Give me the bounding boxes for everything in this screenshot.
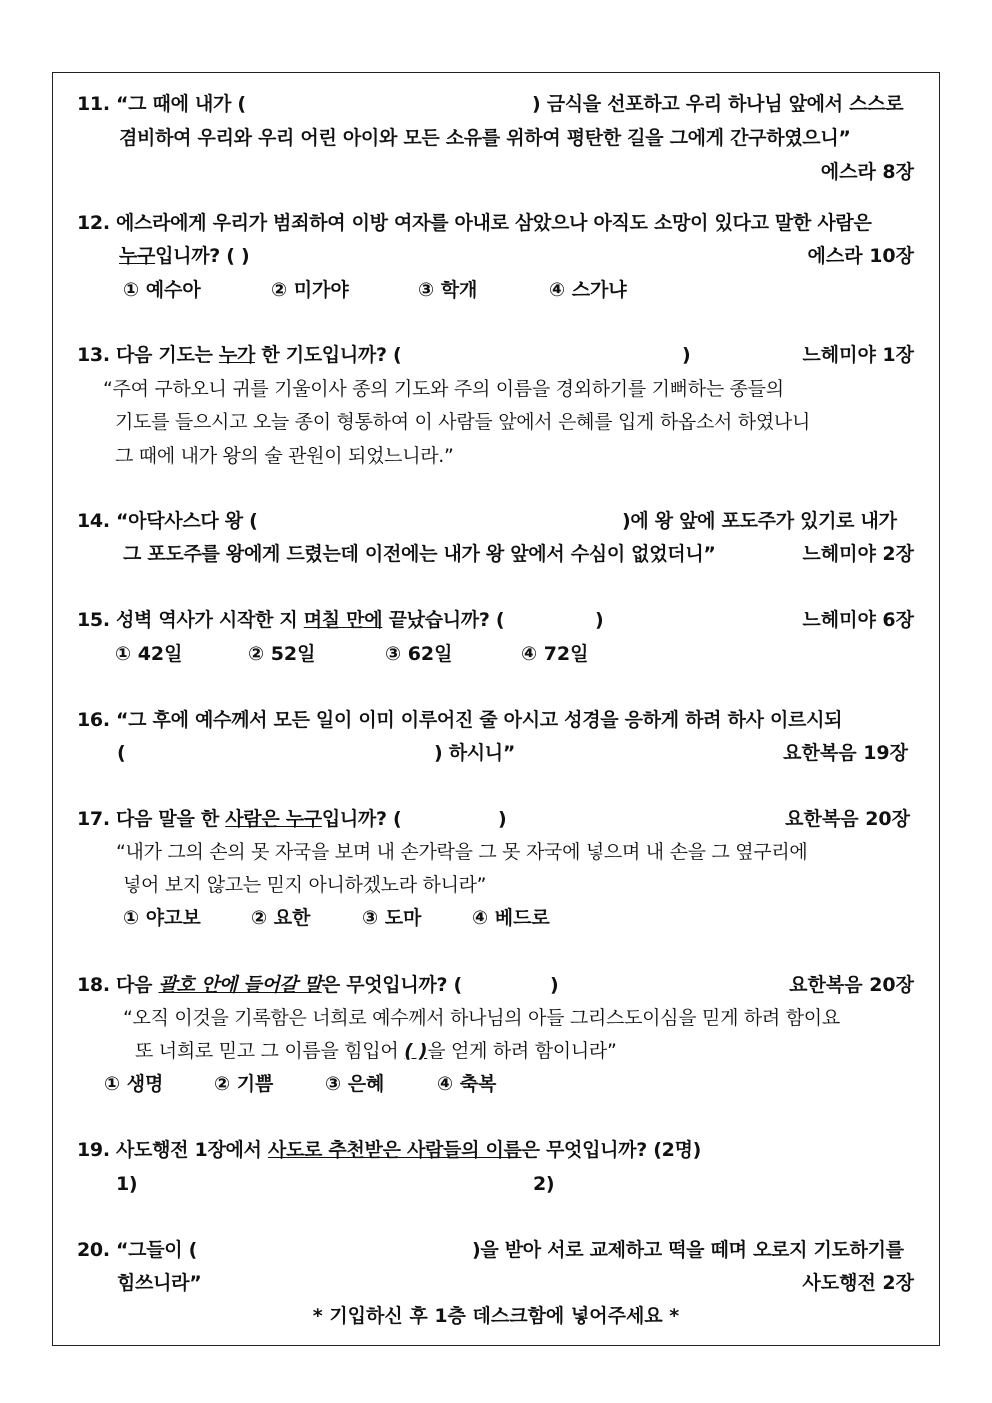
option-3[interactable]: ③ 도마 (362, 907, 422, 929)
option-2[interactable]: ② 미가야 (271, 279, 349, 301)
quote-line: “주여 구하오니 귀를 기울이사 종의 기도와 주의 이름을 경외하기를 기뻐하는 종들의 (103, 378, 784, 400)
option-3[interactable]: ③ 62일 (385, 643, 453, 665)
quote-text: 또 너희로 믿고 그 이름을 힘입어 (135, 1040, 405, 1062)
question-number: 17. (77, 808, 110, 830)
scripture-reference: 느헤미야 6장 (802, 609, 914, 631)
question-text: 은 무엇입니까? ( (321, 974, 462, 996)
scripture-reference: 느헤미야 1장 (802, 344, 914, 366)
question-text: 에스라에게 우리가 범죄하여 이방 여자를 아내로 삼았으나 아직도 소망이 있다고 말한 사람은 (116, 212, 872, 234)
underlined-keyword: 누구 (119, 245, 156, 267)
question-text: 사도행전 1장에서 (116, 1139, 268, 1161)
question-text: “그들이 ( (116, 1239, 198, 1261)
scripture-reference: 에스라 10장 (807, 245, 914, 267)
question-text: )에 왕 앞에 포도주가 있기로 내가 (622, 510, 897, 532)
answer-blank-open[interactable]: ( (117, 742, 126, 764)
question-text-line (116, 343, 401, 367)
question-text: )을 받아 서로 교제하고 떡을 떼며 오로지 기도하기를 (472, 1239, 904, 1261)
scripture-reference: 요한복음 20장 (789, 974, 914, 996)
underlined-keyword: 사람은 누구 (225, 808, 322, 830)
option-4[interactable]: ④ 스가냐 (549, 279, 627, 301)
question-number: 11. (77, 93, 110, 115)
scripture-reference: 요한복음 19장 (783, 742, 908, 764)
option-2[interactable]: ② 요한 (251, 907, 311, 929)
question-number: 13. (77, 344, 110, 366)
question-text-line (116, 1138, 701, 1162)
option-1[interactable]: ① 42일 (115, 643, 183, 665)
question-number: 14. (77, 510, 110, 532)
question-text: 입니까? ( (321, 808, 402, 830)
question-text: 겸비하여 우리와 우리 어린 아이와 모든 소유를 위하여 평탄한 길을 그에게 간구하였으니” (119, 127, 851, 149)
question-text: 다음 말을 한 (116, 808, 226, 830)
question-text: 끝났습니까? ( (382, 609, 505, 631)
option-1[interactable]: ① 야고보 (123, 907, 201, 929)
question-text: 한 기도입니까? ( (255, 344, 402, 366)
answer-field-1[interactable]: 1) (116, 1173, 138, 1195)
answer-blank-close[interactable]: ) (682, 344, 691, 366)
answer-blank-close[interactable]: ) (595, 609, 604, 631)
quote-line: 넣어 보지 않고는 믿지 아니하겠노라 하니라” (123, 874, 487, 896)
question-number: 18. (77, 974, 110, 996)
question-text: 다음 기도는 (116, 344, 219, 366)
question-number: 12. (77, 212, 110, 234)
underlined-keyword: 며칠 만에 (303, 609, 383, 631)
option-4[interactable]: ④ 72일 (521, 643, 589, 665)
scripture-reference: 사도행전 2장 (802, 1272, 914, 1294)
question-number: 15. (77, 609, 110, 631)
blank-marker: ( ) (404, 1040, 428, 1062)
question-text-line (116, 608, 504, 632)
question-number: 19. (77, 1139, 110, 1161)
option-3[interactable]: ③ 은혜 (325, 1073, 385, 1095)
question-text: 다음 (116, 974, 159, 996)
option-3[interactable]: ③ 학개 (418, 279, 478, 301)
option-1[interactable]: ① 예수아 (123, 279, 201, 301)
scripture-reference: 느헤미야 2장 (802, 543, 914, 565)
answer-field-2[interactable]: 2) (533, 1173, 555, 1195)
option-4[interactable]: ④ 베드로 (472, 907, 550, 929)
answer-blank[interactable]: 입니까? ( ) (155, 245, 250, 267)
option-2[interactable]: ② 기쁨 (214, 1073, 274, 1095)
question-text: “아닥사스다 왕 ( (116, 510, 258, 532)
question-text: 힘쓰니라” (117, 1272, 202, 1294)
question-text: ) 하시니” (434, 742, 516, 764)
quote-line: “내가 그의 손의 못 자국을 보며 내 손가락을 그 못 자국에 넣으며 내 손을 그 옆구리에 (116, 841, 808, 863)
question-text: “그 후에 예수께서 모든 일이 이미 이루어진 줄 아시고 성경을 응하게 하려 하사 이르시되 (116, 709, 843, 731)
question-text-line (116, 807, 401, 831)
answer-blank-close[interactable]: ) (498, 808, 507, 830)
question-number: 16. (77, 709, 110, 731)
underlined-keyword: 누가 (218, 344, 256, 366)
option-1[interactable]: ① 생명 (104, 1073, 164, 1095)
quote-line (135, 1039, 616, 1063)
question-text-line (119, 244, 249, 268)
quote-text: 을 얻게 하려 함이니라” (427, 1040, 617, 1062)
scripture-reference: 요한복음 20장 (785, 808, 910, 830)
footer-note: * 기입하신 후 1층 데스크함에 넣어주세요 * (312, 1305, 680, 1327)
underlined-keyword: 사도로 추천받은 사람들의 이름 (267, 1139, 522, 1161)
underlined-keyword: 괄호 안에 들어갈 말 (158, 974, 322, 996)
quote-line: 기도를 들으시고 오늘 종이 형통하여 이 사람들 앞에서 은혜를 입게 하옵소서 하였나니 (115, 411, 811, 433)
answer-blank-close[interactable]: ) (550, 974, 559, 996)
quote-line: “오직 이것을 기록함은 너희로 예수께서 하나님의 아들 그리스도이심을 믿게 하려 함이요 (123, 1007, 840, 1029)
scripture-reference: 에스라 8장 (820, 161, 914, 183)
question-text: 성벽 역사가 시작한 지 (116, 609, 304, 631)
option-2[interactable]: ② 52일 (248, 643, 316, 665)
question-text: 은 무엇입니까? (2명) (521, 1139, 702, 1161)
question-text-line (116, 973, 462, 997)
question-text: 그 포도주를 왕에게 드렸는데 이전에는 내가 왕 앞에서 수심이 없었더니” (123, 543, 716, 565)
quote-line: 그 때에 내가 왕의 술 관원이 되었느니라.” (115, 445, 454, 467)
question-number: 20. (77, 1239, 110, 1261)
question-text: “그 때에 내가 ( (116, 93, 246, 115)
question-text: ) 금식을 선포하고 우리 하나님 앞에서 스스로 (532, 93, 904, 115)
option-4[interactable]: ④ 축복 (437, 1073, 497, 1095)
